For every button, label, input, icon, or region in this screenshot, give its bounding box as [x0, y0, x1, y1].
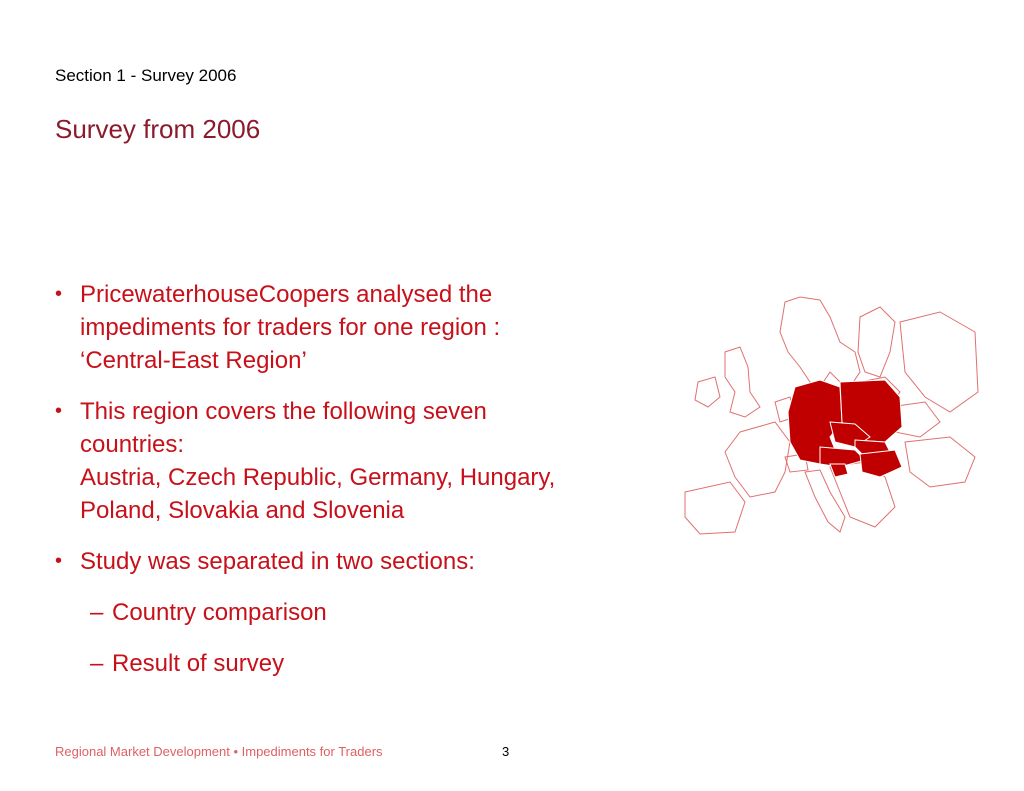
bullet-item: [55, 545, 655, 578]
sub-bullet-text: Result of survey: [112, 650, 285, 677]
bullet-line: impediments for traders for one region :: [80, 314, 501, 341]
russia-outline: [900, 312, 978, 412]
france-outline: [725, 422, 790, 497]
iberia-outline: [685, 482, 745, 534]
page-number: 3: [502, 744, 510, 759]
bullet-line: This region covers the following seven: [80, 398, 487, 425]
bullet-list: [55, 278, 655, 698]
sub-bullet-item: [55, 596, 655, 629]
scandinavia-outline: [780, 297, 860, 387]
sub-bullet-text: Country comparison: [112, 599, 327, 626]
section-label: Section 1 - Survey 2006: [55, 66, 237, 85]
bullet-item: [55, 395, 655, 527]
slide-title: Survey from 2006: [55, 114, 261, 144]
bullet-line: countries:: [80, 431, 185, 458]
bullet-marker: •: [55, 283, 63, 305]
italy-outline: [805, 470, 845, 532]
sub-bullet-item: [55, 647, 655, 680]
finland-outline: [858, 307, 895, 377]
hungary-region: [860, 450, 902, 477]
central-east-region: [788, 380, 902, 477]
sub-bullet-marker: –: [90, 599, 104, 626]
bullet-line: Austria, Czech Republic, Germany, Hungary,: [80, 464, 556, 491]
bullet-line: Poland, Slovakia and Slovenia: [80, 497, 405, 524]
bullet-marker: •: [55, 400, 63, 422]
bullet-line: PricewaterhouseCoopers analysed the: [80, 281, 493, 308]
bullet-marker: •: [55, 550, 63, 572]
europe-map: [680, 292, 980, 537]
bullet-line: Study was separated in two sections:: [80, 548, 475, 575]
ukraine-outline: [905, 437, 975, 487]
ireland-outline: [695, 377, 720, 407]
bullet-item: [55, 278, 655, 377]
footer-text: Regional Market Development • Impediments for Traders: [55, 744, 383, 759]
bullet-line: ‘Central-East Region’: [80, 347, 307, 374]
britain-outline: [725, 347, 760, 417]
sub-bullet-marker: –: [90, 650, 104, 677]
